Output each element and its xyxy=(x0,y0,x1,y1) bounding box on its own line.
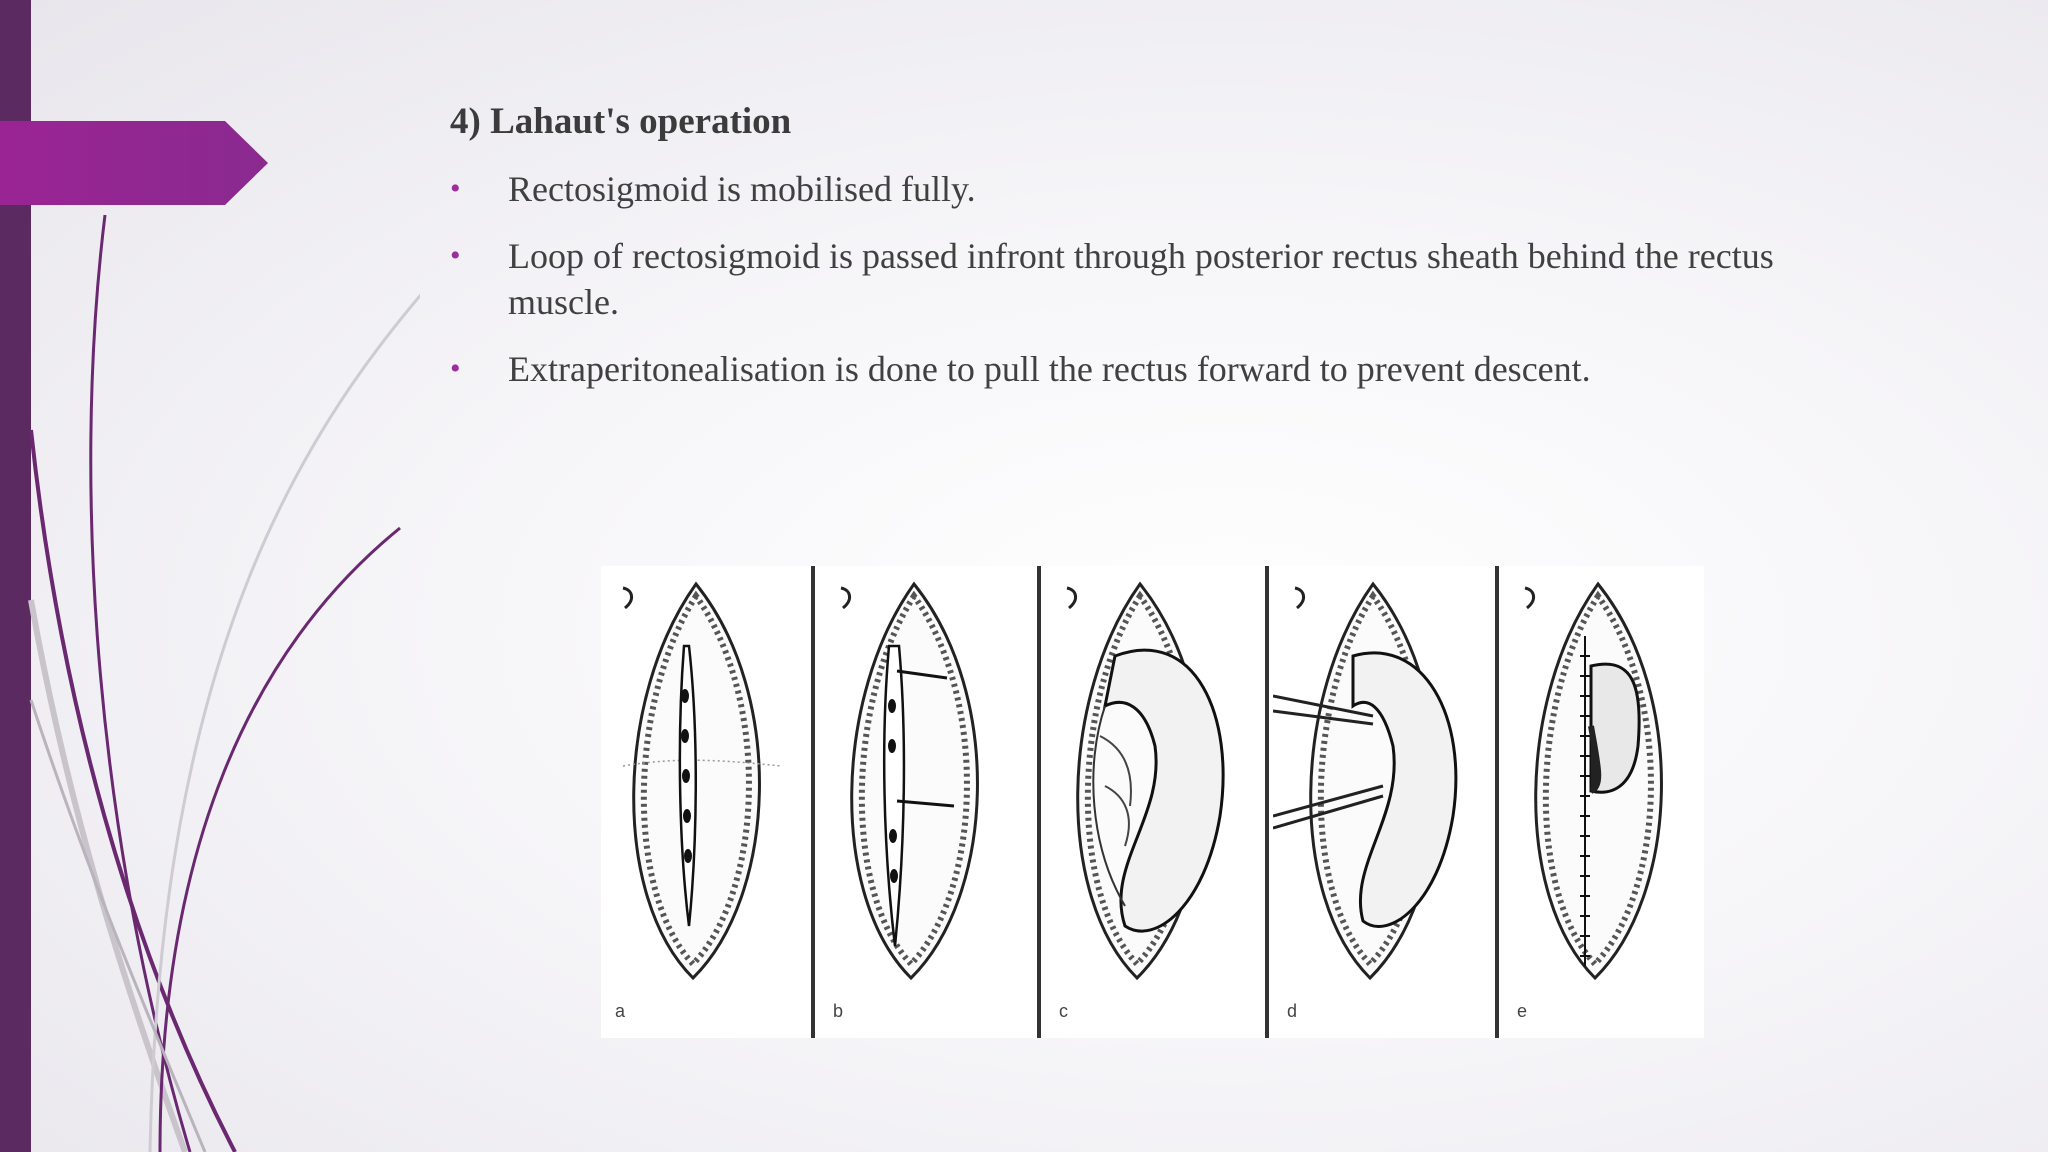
bullet-dot-icon: • xyxy=(450,239,461,273)
panel-divider xyxy=(1037,566,1041,1038)
bullet-text: Extraperitonealisation is done to pull the rectus forward to prevent descent. xyxy=(508,349,1591,390)
incision-drawing xyxy=(1503,566,1704,1038)
bullet-text: Rectosigmoid is mobilised fully. xyxy=(508,169,976,210)
incision-drawing xyxy=(601,566,811,1038)
title-arrow-tab xyxy=(0,121,268,205)
panel-label: e xyxy=(1517,1001,1528,1021)
figure-panel-d xyxy=(1273,566,1495,1038)
bullet-dot-icon: • xyxy=(450,352,461,386)
bullet-text: Loop of rectosigmoid is passed infront through posterior rectus sheath behind the rectus muscle. xyxy=(508,236,1774,323)
panel-divider xyxy=(1495,566,1499,1038)
bullet-dot-icon: • xyxy=(450,172,461,206)
figure-panel-b xyxy=(819,566,1029,1038)
figure-panel-e xyxy=(1503,566,1704,1038)
bullet-list xyxy=(450,166,1870,392)
incision-drawing xyxy=(819,566,1029,1038)
bullet-item xyxy=(450,166,1870,212)
bullet-item xyxy=(450,346,1870,392)
panel-label: a xyxy=(615,1001,626,1021)
figure-panel-a xyxy=(601,566,811,1038)
incision-drawing xyxy=(1273,566,1495,1038)
panel-divider xyxy=(1265,566,1269,1038)
panel-label: c xyxy=(1059,1001,1068,1021)
figure-panel-c xyxy=(1045,566,1263,1038)
incision-drawing xyxy=(1045,566,1263,1038)
panel-label: b xyxy=(833,1001,844,1021)
panel-divider xyxy=(811,566,815,1038)
slide-content xyxy=(450,100,1870,413)
slide-heading: 4) Lahaut's operation xyxy=(450,101,792,142)
surgical-illustration xyxy=(601,566,1704,1038)
panel-label: d xyxy=(1287,1001,1298,1021)
bullet-item xyxy=(450,233,1870,325)
